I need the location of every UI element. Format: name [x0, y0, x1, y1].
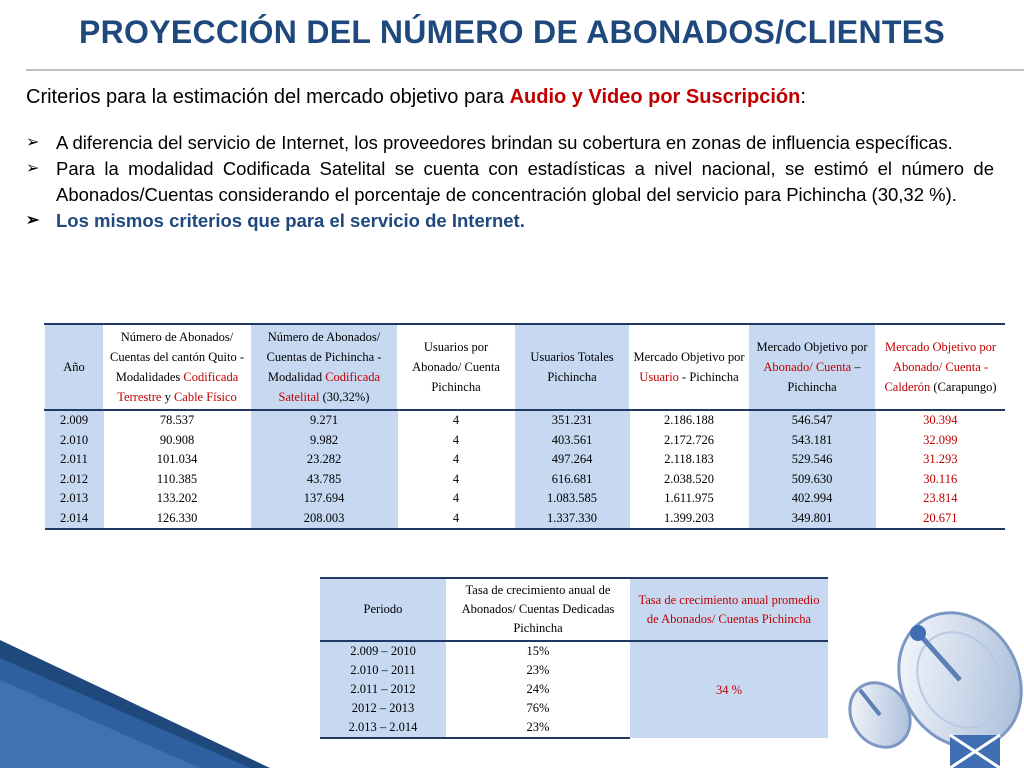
table-cell: 546.547: [749, 410, 876, 431]
table-cell: 32.099: [876, 431, 1006, 451]
table-row: [45, 410, 1006, 431]
table-cell: 20.671: [876, 509, 1006, 530]
table-cell: 9.271: [251, 410, 398, 431]
header-periodo: Periodo: [320, 578, 446, 641]
table-cell: 349.801: [749, 509, 876, 530]
intro-prefix: Criterios para la estimación del mercado objetivo para: [26, 86, 510, 108]
header-text: (30,32%): [319, 390, 370, 404]
criteria-text: A diferencia del servicio de Internet, los proveedores brindan su cobertura en zonas de influencia específicas.: [56, 132, 953, 153]
table-cell: 133.202: [104, 489, 251, 509]
table-cell: 126.330: [104, 509, 251, 530]
table-row: [45, 509, 1006, 530]
corner-decoration-left: [0, 640, 270, 768]
table-cell: 402.994: [749, 489, 876, 509]
table-cell: 1.399.203: [630, 509, 749, 530]
header-mercado-usuario: [630, 324, 749, 410]
table-cell: 4: [398, 509, 515, 530]
header-text: Mercado Objetivo por: [756, 340, 868, 354]
table-cell: 23.282: [251, 450, 398, 470]
table-cell: 2.013 – 2.014: [320, 718, 446, 738]
table-cell: 509.630: [749, 470, 876, 490]
header-tasa-promedio: Tasa de crecimiento anual promedio de Abonados/ Cuentas Pichincha: [630, 578, 828, 641]
table-cell: 90.908: [104, 431, 251, 451]
table-cell: 2.186.188: [630, 410, 749, 431]
table-cell: 24%: [446, 680, 630, 699]
header-text: Número de Abonados/ Cuentas del cantón Quito - Modalidades: [110, 330, 244, 384]
table-cell: 4: [398, 489, 515, 509]
criteria-item: [26, 208, 994, 234]
header-mercado-abonado: [749, 324, 876, 410]
table-cell: 15%: [446, 641, 630, 661]
arrow-bullet-icon: ➢: [26, 160, 40, 177]
table-cell: 101.034: [104, 450, 251, 470]
intro-suffix: :: [800, 86, 806, 108]
table-cell: 1.083.585: [515, 489, 630, 509]
table-cell: 403.561: [515, 431, 630, 451]
arrow-bullet-icon: ➢: [26, 134, 40, 151]
header-text: – Pichincha: [787, 360, 861, 394]
table-cell: 208.003: [251, 509, 398, 530]
criteria-text: Para la modalidad Codificada Satelital se cuenta con estadísticas a nivel nacional, se estimó el número de Abonados/Cuentas considerando el porcentaje de concentración global del servicio para Pichincha (30,32 %).: [56, 158, 994, 205]
table-cell: 2.010 – 2011: [320, 661, 446, 680]
header-usuarios-por-abonado: Usuarios por Abonado/ Cuenta Pichincha: [398, 324, 515, 410]
growth-rate-table: [320, 577, 828, 739]
table-cell: 351.231: [515, 410, 630, 431]
table-row: [45, 450, 1006, 470]
table-cell: 529.546: [749, 450, 876, 470]
table-cell: 1.337.330: [515, 509, 630, 530]
intro-line: [26, 86, 986, 109]
table-cell: 31.293: [876, 450, 1006, 470]
table-cell: 2012 – 2013: [320, 699, 446, 718]
table-row: [45, 431, 1006, 451]
table-cell: 2.010: [45, 431, 104, 451]
arrow-bullet-icon: ➢: [26, 212, 40, 229]
header-text-red: Usuario: [639, 370, 679, 384]
intro-highlight: Audio y Video por Suscripción: [509, 86, 801, 108]
header-text-red: Cable Físico: [173, 390, 237, 404]
table-cell: 2.011 – 2012: [320, 680, 446, 699]
header-mercado-calderon: [876, 324, 1006, 410]
table-row: [45, 489, 1006, 509]
table-cell: 1.611.975: [630, 489, 749, 509]
table-cell: 78.537: [104, 410, 251, 431]
table-row: [45, 470, 1006, 490]
header-text: y: [161, 390, 174, 404]
criteria-list: [26, 130, 994, 234]
table-cell: 2.013: [45, 489, 104, 509]
table-cell: 23%: [446, 661, 630, 680]
table-cell: 2.014: [45, 509, 104, 530]
table-cell: 497.264: [515, 450, 630, 470]
table-cell: 2.038.520: [630, 470, 749, 490]
table-cell: 4: [398, 450, 515, 470]
header-text: (Carapungo): [930, 380, 997, 394]
table-cell: 76%: [446, 699, 630, 718]
table-cell: 2.172.726: [630, 431, 749, 451]
header-text: - Pichincha: [678, 370, 739, 384]
table-cell: 30.116: [876, 470, 1006, 490]
header-tasa-crecimiento: Tasa de crecimiento anual de Abonados/ Cuentas Dedicadas Pichincha: [446, 578, 630, 641]
header-quito-abonados: [104, 324, 251, 410]
table-cell: 616.681: [515, 470, 630, 490]
criteria-text: Los mismos criterios que para el servicio de Internet.: [56, 210, 525, 231]
table-cell: 30.394: [876, 410, 1006, 431]
header-text-red: Mercado Objetivo por Abonado/ Cuenta - Calderón: [884, 340, 997, 394]
table-cell: 4: [398, 470, 515, 490]
table-row: [320, 641, 828, 661]
header-text-red: Codificada Terrestre: [117, 370, 239, 404]
table-cell: 23.814: [876, 489, 1006, 509]
title-divider: [26, 69, 1024, 71]
header-text: Mercado Objetivo por: [633, 350, 745, 364]
table-cell: 2.009 – 2010: [320, 641, 446, 661]
header-anio: Año: [45, 324, 104, 410]
average-growth-cell: 34 %: [630, 641, 828, 738]
table-cell: 23%: [446, 718, 630, 738]
table-cell: 43.785: [251, 470, 398, 490]
criteria-item: [26, 156, 994, 208]
header-text: Número de Abonados/ Cuentas de Pichincha - Modalidad: [266, 330, 382, 384]
table-cell: 4: [398, 410, 515, 431]
header-pichincha-abonados: [251, 324, 398, 410]
header-text-red: Codificada Satelital: [278, 370, 381, 404]
table-cell: 2.118.183: [630, 450, 749, 470]
table-cell: 9.982: [251, 431, 398, 451]
table-cell: 137.694: [251, 489, 398, 509]
table-cell: 110.385: [104, 470, 251, 490]
table-cell: 4: [398, 431, 515, 451]
table-cell: 2.011: [45, 450, 104, 470]
header-usuarios-totales: Usuarios Totales Pichincha: [515, 324, 630, 410]
table-cell: 2.009: [45, 410, 104, 431]
satellite-dish-icon: [840, 595, 1024, 768]
slide-title: PROYECCIÓN DEL NÚMERO DE ABONADOS/CLIENTES: [78, 14, 945, 50]
criteria-item: [26, 130, 994, 156]
table-cell: 543.181: [749, 431, 876, 451]
header-text-red: Abonado/ Cuenta: [763, 360, 852, 374]
projection-table: [44, 323, 1005, 530]
table-cell: 2.012: [45, 470, 104, 490]
